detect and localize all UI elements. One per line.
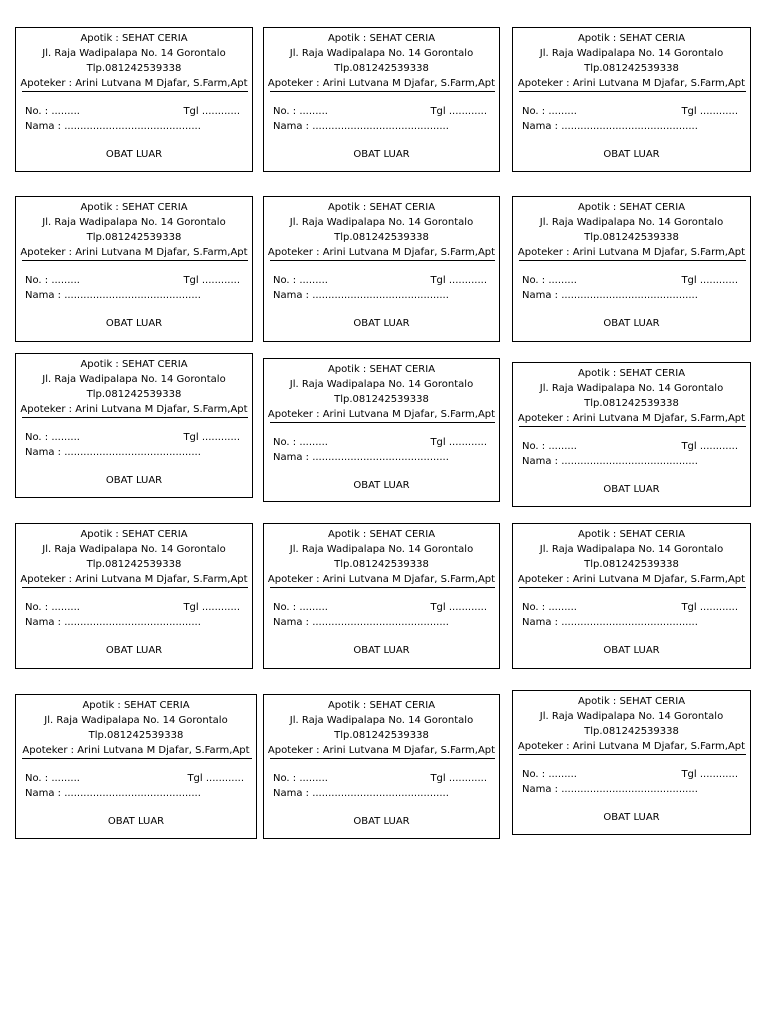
label-header — [264, 698, 499, 758]
number-field: No. : ......... — [25, 275, 80, 286]
pharmacist-name: Apoteker : Arini Lutvana M Djafar, S.Farm,Apt — [267, 78, 496, 89]
pharmacy-phone: Tlp.081242539338 — [334, 394, 429, 405]
number-date-row — [25, 430, 243, 445]
medicine-label-11 — [263, 523, 500, 669]
pharmacy-phone: Tlp.081242539338 — [86, 63, 182, 74]
pharmacist-name: Apoteker : Arini Lutvana M Djafar, S.Farm,Apt — [20, 247, 248, 258]
usage-type: OBAT LUAR — [105, 318, 163, 329]
usage-type: OBAT LUAR — [603, 645, 660, 656]
usage-type: OBAT LUAR — [353, 318, 410, 329]
pharmacist-name: Apoteker : Arini Lutvana M Djafar, S.Farm,Apt — [267, 574, 496, 585]
number-field: No. : ......... — [522, 769, 577, 780]
number-field: No. : ......... — [273, 275, 328, 286]
date-field: Tgl ............ — [681, 275, 738, 286]
medicine-label-3 — [512, 27, 751, 172]
name-row — [273, 786, 490, 801]
date-field: Tgl ............ — [681, 602, 738, 613]
pharmacy-name: Apotik : SEHAT CERIA — [577, 368, 686, 379]
pharmacy-phone: Tlp.081242539338 — [584, 726, 679, 737]
usage-type: OBAT LUAR — [353, 149, 410, 160]
medicine-label-4 — [15, 196, 253, 342]
label-header — [16, 200, 252, 260]
date-field: Tgl ............ — [430, 437, 487, 448]
number-field: No. : ......... — [273, 106, 328, 117]
label-header — [16, 527, 252, 587]
patient-name-field: Nama : ........................................... — [273, 121, 449, 132]
number-field: No. : ......... — [25, 106, 80, 117]
pharmacy-phone: Tlp.081242539338 — [88, 730, 184, 741]
date-field: Tgl ............ — [183, 602, 240, 613]
pharmacy-address: Jl. Raja Wadipalapa No. 14 Gorontalo — [289, 544, 474, 555]
pharmacy-address: Jl. Raja Wadipalapa No. 14 Gorontalo — [539, 544, 724, 555]
number-date-row — [273, 273, 490, 288]
number-field: No. : ......... — [522, 602, 577, 613]
name-row — [522, 454, 741, 469]
medicine-label-1 — [15, 27, 253, 172]
label-header — [513, 527, 750, 587]
number-field: No. : ......... — [273, 602, 328, 613]
header-divider — [270, 91, 495, 92]
pharmacist-name: Apoteker : Arini Lutvana M Djafar, S.Farm,Apt — [20, 404, 248, 415]
pharmacist-name: Apoteker : Arini Lutvana M Djafar, S.Farm,Apt — [517, 78, 746, 89]
header-divider — [22, 587, 248, 588]
medicine-label-13 — [15, 694, 257, 839]
medicine-label-12 — [512, 523, 751, 669]
pharmacy-name: Apotik : SEHAT CERIA — [577, 529, 686, 540]
name-row — [522, 782, 741, 797]
usage-type: OBAT LUAR — [603, 318, 660, 329]
patient-name-field: Nama : ........................................... — [25, 290, 201, 301]
pharmacy-address: Jl. Raja Wadipalapa No. 14 Gorontalo — [539, 48, 724, 59]
label-header — [513, 31, 750, 91]
pharmacist-name: Apoteker : Arini Lutvana M Djafar, S.Farm,Apt — [20, 574, 248, 585]
date-field: Tgl ............ — [681, 769, 738, 780]
header-divider — [270, 422, 495, 423]
pharmacy-address: Jl. Raja Wadipalapa No. 14 Gorontalo — [44, 715, 228, 726]
pharmacist-name: Apoteker : Arini Lutvana M Djafar, S.Farm,Apt — [517, 574, 746, 585]
label-header — [264, 31, 499, 91]
date-field: Tgl ............ — [430, 106, 487, 117]
number-field: No. : ......... — [522, 275, 577, 286]
header-divider — [22, 91, 248, 92]
label-header — [513, 366, 750, 426]
number-date-row — [522, 104, 741, 119]
pharmacy-phone: Tlp.081242539338 — [584, 398, 679, 409]
label-header — [16, 698, 256, 758]
pharmacy-name: Apotik : SEHAT CERIA — [80, 33, 188, 44]
patient-name-field: Nama : ........................................... — [273, 290, 449, 301]
pharmacy-name: Apotik : SEHAT CERIA — [327, 700, 436, 711]
date-field: Tgl ............ — [681, 106, 738, 117]
pharmacy-name: Apotik : SEHAT CERIA — [80, 359, 188, 370]
pharmacy-phone: Tlp.081242539338 — [584, 232, 679, 243]
header-divider — [519, 91, 746, 92]
medicine-label-15 — [512, 690, 751, 835]
pharmacy-phone: Tlp.081242539338 — [86, 232, 182, 243]
number-field: No. : ......... — [522, 106, 577, 117]
medicine-label-10 — [15, 523, 253, 669]
date-field: Tgl ............ — [430, 602, 487, 613]
patient-name-field: Nama : ........................................... — [25, 788, 201, 799]
number-date-row — [273, 104, 490, 119]
number-date-row — [522, 273, 741, 288]
pharmacist-name: Apoteker : Arini Lutvana M Djafar, S.Farm,Apt — [517, 247, 746, 258]
date-field: Tgl ............ — [187, 773, 244, 784]
number-field: No. : ......... — [25, 602, 80, 613]
pharmacy-address: Jl. Raja Wadipalapa No. 14 Gorontalo — [289, 217, 474, 228]
header-divider — [270, 758, 495, 759]
date-field: Tgl ............ — [183, 432, 240, 443]
medicine-label-9 — [512, 362, 751, 507]
number-date-row — [25, 771, 247, 786]
label-header — [16, 31, 252, 91]
pharmacy-address: Jl. Raja Wadipalapa No. 14 Gorontalo — [42, 544, 226, 555]
pharmacy-address: Jl. Raja Wadipalapa No. 14 Gorontalo — [289, 379, 474, 390]
pharmacy-name: Apotik : SEHAT CERIA — [327, 33, 436, 44]
header-divider — [22, 260, 248, 261]
date-field: Tgl ............ — [183, 275, 240, 286]
number-field: No. : ......... — [522, 441, 577, 452]
number-date-row — [25, 600, 243, 615]
usage-type: OBAT LUAR — [107, 816, 165, 827]
usage-type: OBAT LUAR — [603, 812, 660, 823]
name-row — [273, 450, 490, 465]
pharmacy-name: Apotik : SEHAT CERIA — [577, 33, 686, 44]
name-row — [25, 119, 243, 134]
header-divider — [519, 426, 746, 427]
pharmacist-name: Apoteker : Arini Lutvana M Djafar, S.Farm,Apt — [267, 409, 496, 420]
header-divider — [270, 587, 495, 588]
header-divider — [519, 260, 746, 261]
number-field: No. : ......... — [25, 432, 80, 443]
patient-name-field: Nama : ........................................... — [522, 290, 698, 301]
number-field: No. : ......... — [273, 773, 328, 784]
pharmacist-name: Apoteker : Arini Lutvana M Djafar, S.Farm,Apt — [267, 247, 496, 258]
pharmacy-address: Jl. Raja Wadipalapa No. 14 Gorontalo — [289, 715, 474, 726]
pharmacy-phone: Tlp.081242539338 — [584, 63, 679, 74]
medicine-label-7 — [15, 353, 253, 498]
label-header — [264, 362, 499, 422]
name-row — [25, 786, 247, 801]
patient-name-field: Nama : ........................................... — [522, 121, 698, 132]
pharmacy-address: Jl. Raja Wadipalapa No. 14 Gorontalo — [539, 383, 724, 394]
pharmacy-name: Apotik : SEHAT CERIA — [577, 696, 686, 707]
date-field: Tgl ............ — [681, 441, 738, 452]
name-row — [522, 615, 741, 630]
pharmacy-phone: Tlp.081242539338 — [334, 730, 429, 741]
pharmacy-name: Apotik : SEHAT CERIA — [80, 202, 188, 213]
usage-type: OBAT LUAR — [105, 645, 163, 656]
name-row — [273, 288, 490, 303]
pharmacy-phone: Tlp.081242539338 — [334, 232, 429, 243]
pharmacy-name: Apotik : SEHAT CERIA — [80, 529, 188, 540]
header-divider — [519, 587, 746, 588]
name-row — [25, 288, 243, 303]
pharmacy-address: Jl. Raja Wadipalapa No. 14 Gorontalo — [539, 217, 724, 228]
patient-name-field: Nama : ........................................... — [25, 617, 201, 628]
header-divider — [22, 758, 252, 759]
name-row — [522, 119, 741, 134]
pharmacy-phone: Tlp.081242539338 — [334, 63, 429, 74]
pharmacy-name: Apotik : SEHAT CERIA — [82, 700, 190, 711]
pharmacy-address: Jl. Raja Wadipalapa No. 14 Gorontalo — [289, 48, 474, 59]
name-row — [273, 615, 490, 630]
patient-name-field: Nama : ........................................... — [522, 617, 698, 628]
header-divider — [270, 260, 495, 261]
medicine-label-2 — [263, 27, 500, 172]
medicine-label-5 — [263, 196, 500, 342]
usage-type: OBAT LUAR — [353, 816, 410, 827]
number-date-row — [25, 273, 243, 288]
label-header — [16, 357, 252, 417]
number-date-row — [273, 435, 490, 450]
number-date-row — [273, 771, 490, 786]
label-header — [264, 527, 499, 587]
pharmacist-name: Apoteker : Arini Lutvana M Djafar, S.Farm,Apt — [22, 745, 250, 756]
label-header — [513, 694, 750, 754]
pharmacy-phone: Tlp.081242539338 — [584, 559, 679, 570]
usage-type: OBAT LUAR — [105, 149, 163, 160]
usage-type: OBAT LUAR — [603, 484, 660, 495]
usage-type: OBAT LUAR — [603, 149, 660, 160]
pharmacy-address: Jl. Raja Wadipalapa No. 14 Gorontalo — [42, 374, 226, 385]
date-field: Tgl ............ — [430, 773, 487, 784]
name-row — [273, 119, 490, 134]
name-row — [522, 288, 741, 303]
number-field: No. : ......... — [273, 437, 328, 448]
patient-name-field: Nama : ........................................... — [273, 788, 449, 799]
name-row — [25, 445, 243, 460]
patient-name-field: Nama : ........................................... — [25, 447, 201, 458]
number-date-row — [522, 439, 741, 454]
pharmacist-name: Apoteker : Arini Lutvana M Djafar, S.Farm,Apt — [517, 413, 746, 424]
pharmacy-address: Jl. Raja Wadipalapa No. 14 Gorontalo — [42, 48, 226, 59]
patient-name-field: Nama : ........................................... — [522, 456, 698, 467]
pharmacy-name: Apotik : SEHAT CERIA — [327, 529, 436, 540]
usage-type: OBAT LUAR — [353, 480, 410, 491]
patient-name-field: Nama : ........................................... — [273, 617, 449, 628]
name-row — [25, 615, 243, 630]
medicine-label-8 — [263, 358, 500, 502]
label-header — [264, 200, 499, 260]
patient-name-field: Nama : ........................................... — [273, 452, 449, 463]
pharmacy-address: Jl. Raja Wadipalapa No. 14 Gorontalo — [539, 711, 724, 722]
label-header — [513, 200, 750, 260]
patient-name-field: Nama : ........................................... — [522, 784, 698, 795]
number-date-row — [273, 600, 490, 615]
pharmacy-name: Apotik : SEHAT CERIA — [327, 202, 436, 213]
number-date-row — [25, 104, 243, 119]
header-divider — [22, 417, 248, 418]
header-divider — [519, 754, 746, 755]
pharmacy-address: Jl. Raja Wadipalapa No. 14 Gorontalo — [42, 217, 226, 228]
pharmacy-phone: Tlp.081242539338 — [334, 559, 429, 570]
pharmacist-name: Apoteker : Arini Lutvana M Djafar, S.Farm,Apt — [267, 745, 496, 756]
pharmacist-name: Apoteker : Arini Lutvana M Djafar, S.Farm,Apt — [517, 741, 746, 752]
pharmacist-name: Apoteker : Arini Lutvana M Djafar, S.Farm,Apt — [20, 78, 248, 89]
number-date-row — [522, 767, 741, 782]
date-field: Tgl ............ — [183, 106, 240, 117]
medicine-label-14 — [263, 694, 500, 839]
usage-type: OBAT LUAR — [105, 475, 163, 486]
pharmacy-name: Apotik : SEHAT CERIA — [327, 364, 436, 375]
number-date-row — [522, 600, 741, 615]
pharmacy-name: Apotik : SEHAT CERIA — [577, 202, 686, 213]
usage-type: OBAT LUAR — [353, 645, 410, 656]
number-field: No. : ......... — [25, 773, 80, 784]
medicine-label-6 — [512, 196, 751, 342]
pharmacy-phone: Tlp.081242539338 — [86, 559, 182, 570]
patient-name-field: Nama : ........................................... — [25, 121, 201, 132]
date-field: Tgl ............ — [430, 275, 487, 286]
pharmacy-phone: Tlp.081242539338 — [86, 389, 182, 400]
